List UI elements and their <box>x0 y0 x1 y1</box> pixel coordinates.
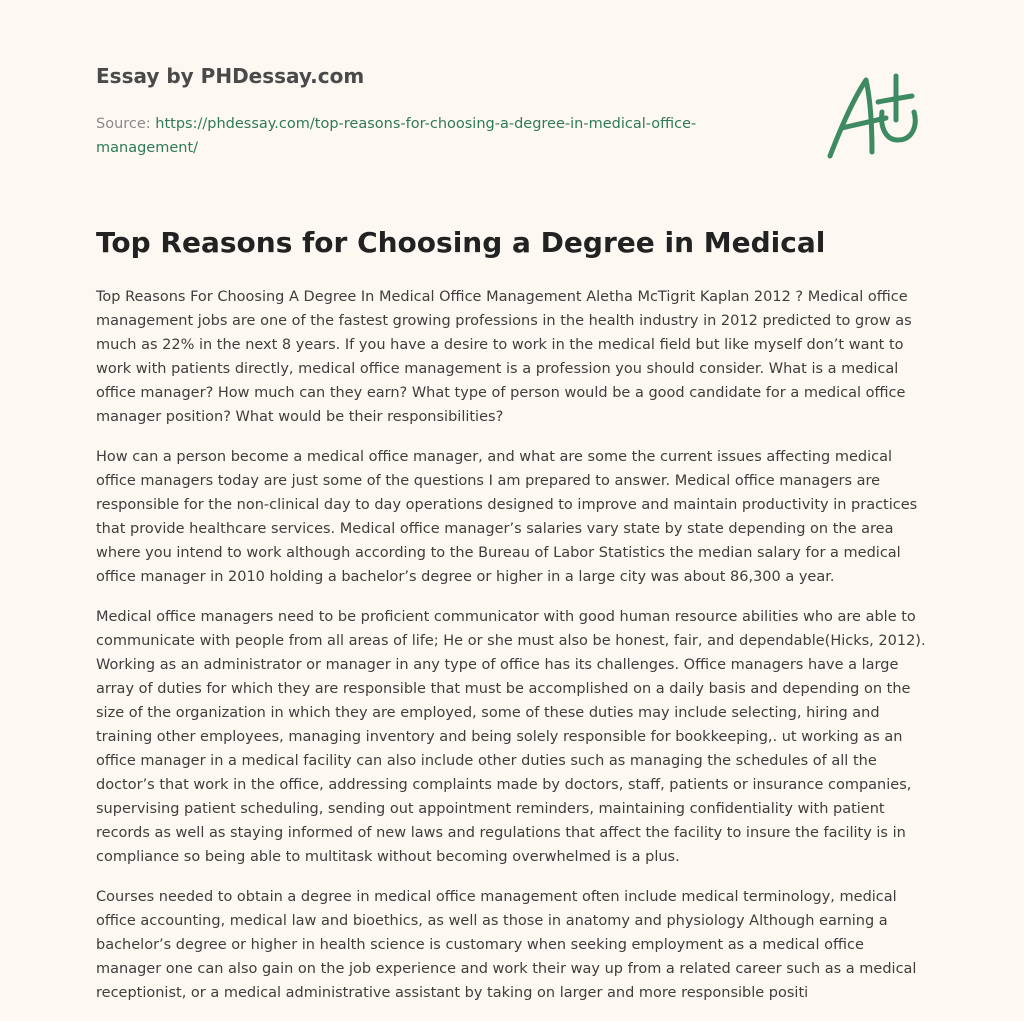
source-label: Source: <box>96 116 151 132</box>
document-body <box>96 285 928 1021</box>
site-title: Essay by PHDessay.com <box>96 64 365 88</box>
document-title: Top Reasons for Choosing a Degree in Medical <box>96 226 826 259</box>
paragraph: Medical office managers need to be proficient communicator with good human resource abilities who are able to communicate with people from all areas of life; He or she must also be honest, fair, and dependable(Hicks, 2012). Working as an administrator or manager in any type of office has its challenges. Office managers have a large array of duties for which they are responsible that must be accomplished on a daily basis and depending on the size of the organization in which they are employed, some of these duties may include selecting, hiring and training other employees, managing inventory and being solely responsible for bookkeeping,. ut working as an office manager in a medical facility can also include other duties such as managing the schedules of all the doctor’s that work in the office, addressing complaints made by doctors, staff, patients or insurance companies, supervising patient scheduling, sending out appointment reminders, maintaining confidentiality with patient records as well as staying informed of new laws and regulations that affect the facility to insure the facility is in compliance so being able to multitask without becoming overwhelmed is a plus. <box>96 609 926 865</box>
paragraph: Top Reasons For Choosing A Degree In Medical Office Management Aletha McTigrit Kaplan 2012 ? Medical office management jobs are one of the fastest growing professions in the health industry in 2012 predicted to grow as much as 22% in the next 8 years. If you have a desire to work in the medical field but like myself don’t want to work with patients directly, medical office management is a profession you should consider. What is a medical office manager? How much can they earn? What type of person would be a good candidate for a medical office manager position? What would be their responsibilities? <box>96 289 912 425</box>
paragraph: Courses needed to obtain a degree in medical office management often include medical terminology, medical office accounting, medical law and bioethics, as well as those in anatomy and physiology Although earning a bachelor’s degree or higher in health science is customary when seeking employment as a medical office manager one can also gain on the job experience and work their way up from a related career such as a medical receptionist, or a medical administrative assistant by taking on larger and more responsible positi <box>96 889 917 1001</box>
a-plus-logo-icon <box>826 68 926 163</box>
paragraph: How can a person become a medical office manager, and what are some the current issues affecting medical office managers today are just some of the questions I am prepared to answer. Medical office managers are responsible for the non-clinical day to day operations designed to improve and maintain productivity in practices that provide healthcare services. Medical office manager’s salaries vary state by state depending on the area where you intend to work although according to the Bureau of Labor Statistics the median salary for a medical office manager in 2010 holding a bachelor’s degree or higher in a large city was about 86,300 a year. <box>96 449 918 585</box>
source-line <box>96 112 736 160</box>
source-link[interactable]: https://phdessay.com/top-reasons-for-choosing-a-degree-in-medical-office-management/ <box>96 116 697 156</box>
